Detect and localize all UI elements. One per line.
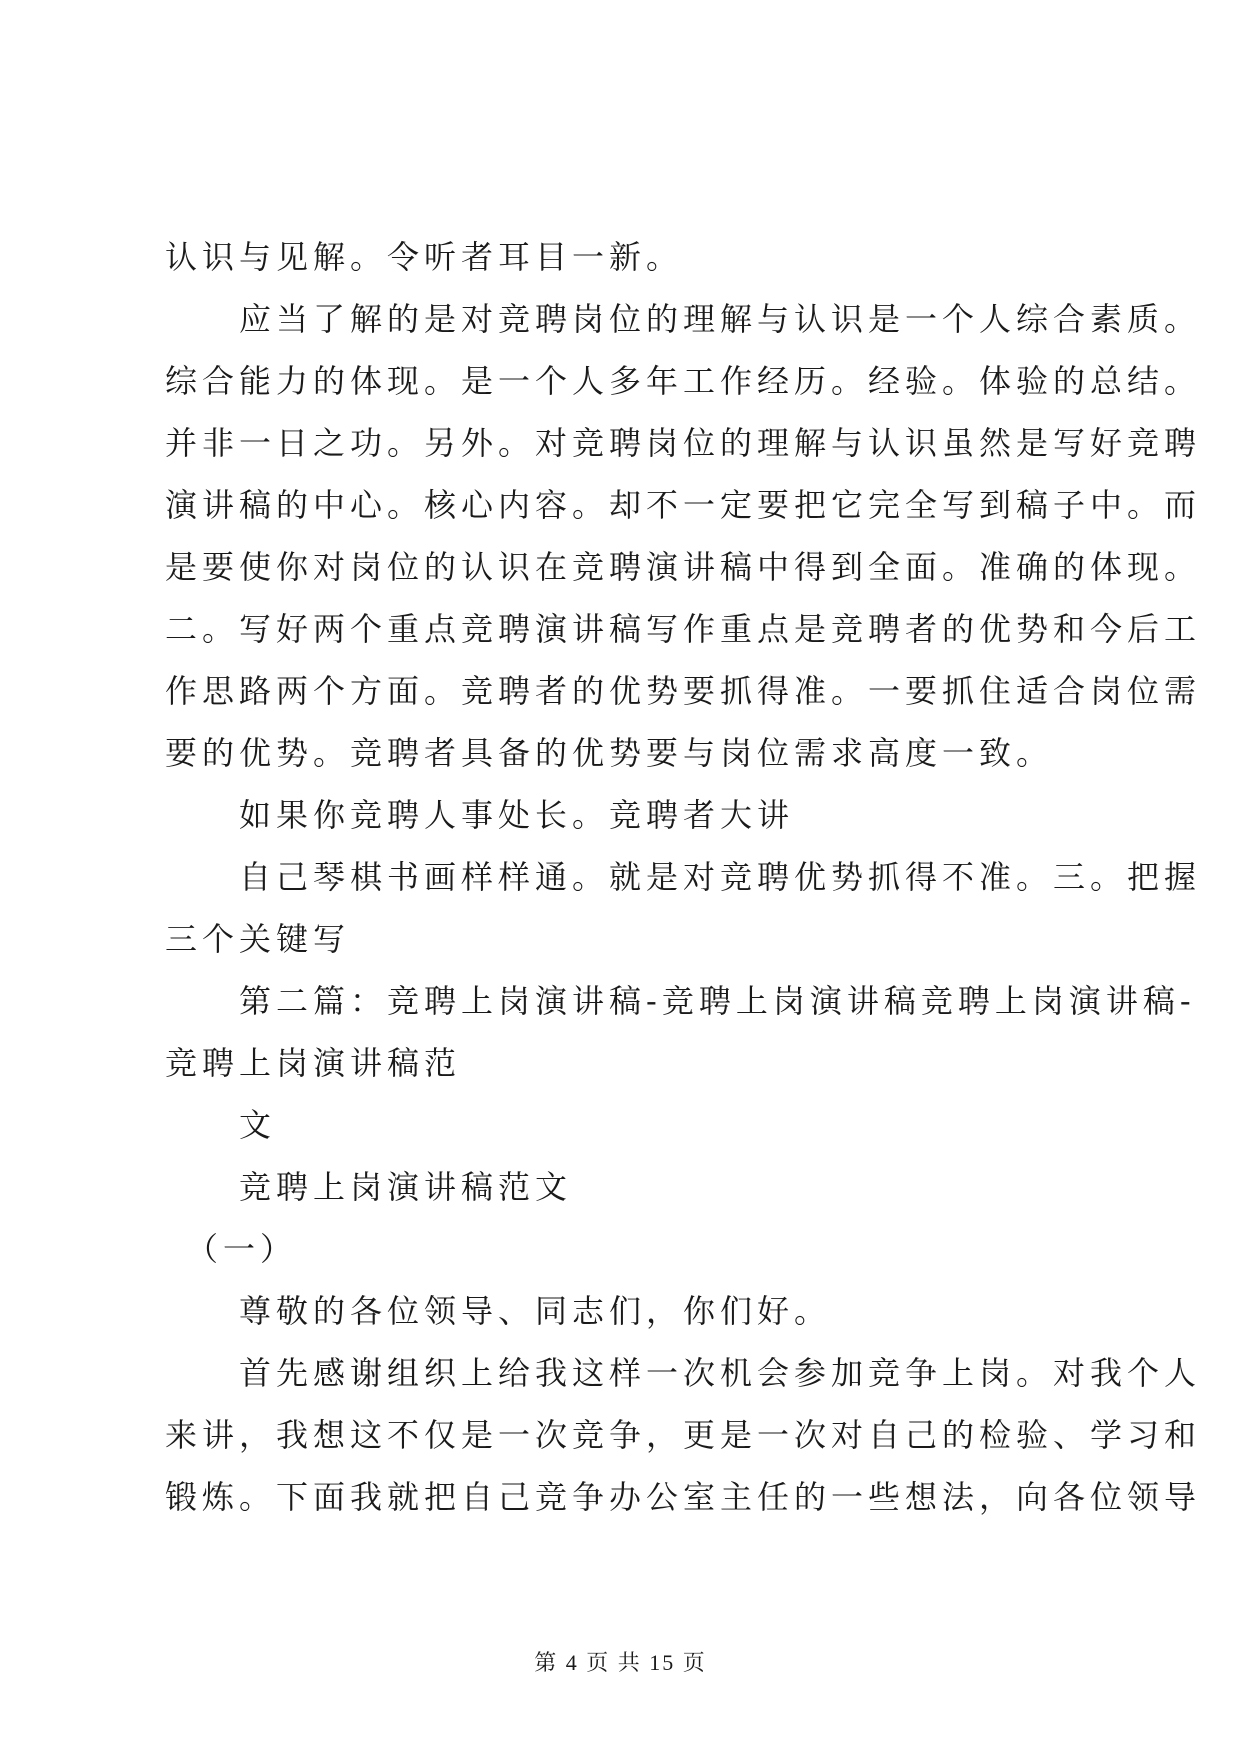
subheading-number: （一） (165, 1230, 298, 1268)
subheading: 竞聘上岗演讲稿范文 (165, 1168, 573, 1206)
text-line: 二。写好两个重点竞聘演讲稿写作重点是竞聘者的优势和今后工 (165, 610, 1202, 648)
text-line: 首先感谢组织上给我这样一次机会参加竞争上岗。对我个人 (165, 1354, 1202, 1392)
text-line: 自己琴棋书画样样通。就是对竞聘优势抓得不准。三。把握 (165, 858, 1202, 896)
page-number-label: 第 4 页 共 15 页 (534, 1650, 707, 1675)
text-line: 三个关键写 (165, 920, 351, 958)
text-line: 作思路两个方面。竞聘者的优势要抓得准。一要抓住适合岗位需 (165, 672, 1202, 710)
text-line: 认识与见解。令听者耳目一新。 (165, 238, 684, 276)
text-line: 来讲，我想这不仅是一次竞争，更是一次对自己的检验、学习和 (165, 1416, 1202, 1454)
text-line: 要的优势。竞聘者具备的优势要与岗位需求高度一致。 (165, 734, 1054, 772)
text-line: 锻炼。下面我就把自己竞争办公室主任的一些想法，向各位领导 (165, 1478, 1202, 1516)
text-line: 综合能力的体现。是一个人多年工作经历。经验。体验的总结。 (165, 362, 1202, 400)
text-line: 应当了解的是对竞聘岗位的理解与认识是一个人综合素质。 (165, 300, 1202, 338)
section-heading: 第二篇：竞聘上岗演讲稿-竞聘上岗演讲稿竞聘上岗演讲稿- (165, 982, 1196, 1020)
text-line: 是要使你对岗位的认识在竞聘演讲稿中得到全面。准确的体现。 (165, 548, 1202, 586)
page-footer (0, 1646, 1241, 1677)
text-line: 并非一日之功。另外。对竞聘岗位的理解与认识虽然是写好竞聘 (165, 424, 1202, 462)
salutation: 尊敬的各位领导、同志们，你们好。 (165, 1292, 832, 1330)
text-line: 文 (165, 1106, 277, 1144)
text-line: 演讲稿的中心。核心内容。却不一定要把它完全写到稿子中。而 (165, 486, 1202, 524)
text-line: 如果你竞聘人事处长。竞聘者大讲 (165, 796, 795, 834)
text-line: 竞聘上岗演讲稿范 (165, 1044, 462, 1082)
body-text (165, 226, 1202, 1528)
